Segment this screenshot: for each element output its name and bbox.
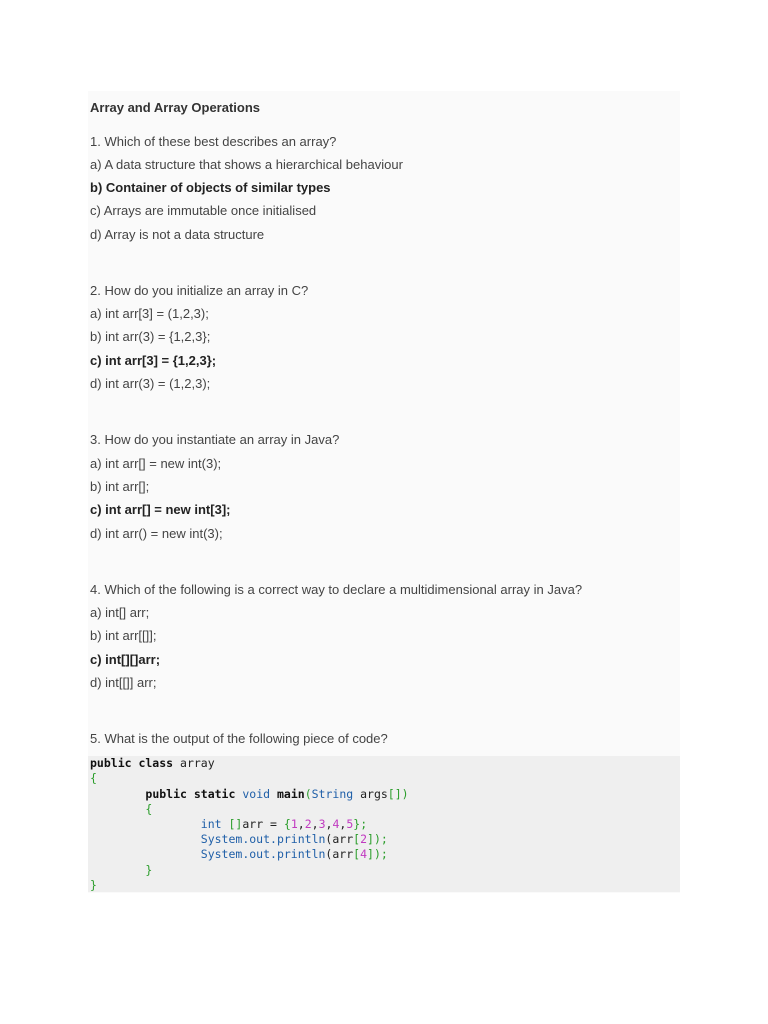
q1-option-d: d) Array is not a data structure: [90, 227, 265, 242]
code-brace: };: [353, 817, 368, 831]
code-brace: }: [90, 878, 97, 892]
code-bracket: ]: [367, 847, 374, 861]
code-method-call: println: [276, 832, 326, 846]
code-identifier: (arr: [325, 847, 354, 861]
code-number: 5: [346, 817, 354, 831]
code-line-2: [90, 771, 97, 786]
code-brace: {: [283, 817, 291, 831]
code-class-name: array: [173, 756, 215, 770]
q4-option-c-answer: c) int[][]arr;: [90, 652, 161, 667]
code-comma: ,: [339, 817, 347, 831]
code-brace: {: [145, 802, 153, 816]
question-3: 3. How do you instantiate an array in Java?: [90, 432, 340, 447]
q2-option-b: b) int arr(3) = {1,2,3};: [90, 329, 211, 344]
code-member: .out.: [242, 847, 277, 861]
code-line-8: [90, 863, 152, 878]
code-comma: ,: [311, 817, 319, 831]
code-keyword: public class: [90, 756, 174, 770]
question-2: 2. How do you initialize an array in C?: [90, 283, 309, 298]
code-bracket: ]: [367, 832, 374, 846]
question-1: 1. Which of these best describes an array?: [90, 134, 337, 149]
q3-option-d: d) int arr() = new int(3);: [90, 526, 223, 541]
q3-option-c-answer: c) int arr[] = new int[3];: [90, 502, 231, 517]
q3-option-b: b) int arr[];: [90, 479, 150, 494]
q4-option-a: a) int[] arr;: [90, 605, 150, 620]
code-line-9: [90, 878, 97, 893]
code-keyword: public static: [145, 787, 236, 801]
code-method-call: println: [276, 847, 326, 861]
code-bracket: [: [353, 847, 361, 861]
code-number: 4: [332, 817, 340, 831]
code-line-4: [90, 802, 152, 817]
code-member: .out.: [242, 832, 277, 846]
q2-option-c-answer: c) int arr[3] = {1,2,3};: [90, 353, 217, 368]
code-number: 2: [360, 832, 367, 846]
code-brackets: []: [387, 787, 402, 801]
code-type: String: [311, 787, 354, 801]
code-class-ref: System: [200, 847, 243, 861]
code-identifier: (arr: [325, 832, 354, 846]
code-bracket: [: [353, 832, 361, 846]
code-identifier: args: [353, 787, 388, 801]
q2-option-a: a) int arr[3] = (1,2,3);: [90, 306, 209, 321]
code-brace: }: [145, 863, 153, 877]
q3-option-a: a) int arr[] = new int(3);: [90, 456, 222, 471]
code-line-6: [90, 832, 388, 847]
code-type: int: [200, 817, 222, 831]
q4-option-b: b) int arr[[]];: [90, 628, 157, 643]
code-paren: ): [401, 787, 409, 801]
q2-option-d: d) int arr(3) = (1,2,3);: [90, 376, 211, 391]
code-comma: ,: [325, 817, 333, 831]
code-type: void: [242, 787, 271, 801]
code-line-1: [90, 756, 215, 771]
code-number: 4: [360, 847, 367, 861]
code-class-ref: System: [200, 832, 243, 846]
code-brackets: []: [228, 817, 243, 831]
code-line-7: [90, 847, 388, 862]
question-4: 4. Which of the following is a correct way to declare a multidimensional array in Java?: [90, 582, 583, 597]
code-number: 2: [304, 817, 312, 831]
code-paren: );: [373, 832, 388, 846]
code-identifier: arr =: [242, 817, 284, 831]
code-number: 3: [318, 817, 326, 831]
code-line-3: [90, 787, 409, 802]
q4-option-d: d) int[[]] arr;: [90, 675, 157, 690]
q1-option-b-answer: b) Container of objects of similar types: [90, 180, 331, 195]
code-brace: {: [90, 771, 97, 785]
code-number: 1: [290, 817, 298, 831]
q1-option-a: a) A data structure that shows a hierarchical behaviour: [90, 157, 403, 172]
code-paren: );: [373, 847, 388, 861]
code-method-name: main: [276, 787, 305, 801]
code-line-5: [90, 817, 367, 832]
code-comma: ,: [297, 817, 305, 831]
q1-option-c: c) Arrays are immutable once initialised: [90, 203, 317, 218]
document-title: Array and Array Operations: [90, 100, 261, 115]
code-paren: (: [304, 787, 312, 801]
question-5: 5. What is the output of the following piece of code?: [90, 731, 388, 746]
